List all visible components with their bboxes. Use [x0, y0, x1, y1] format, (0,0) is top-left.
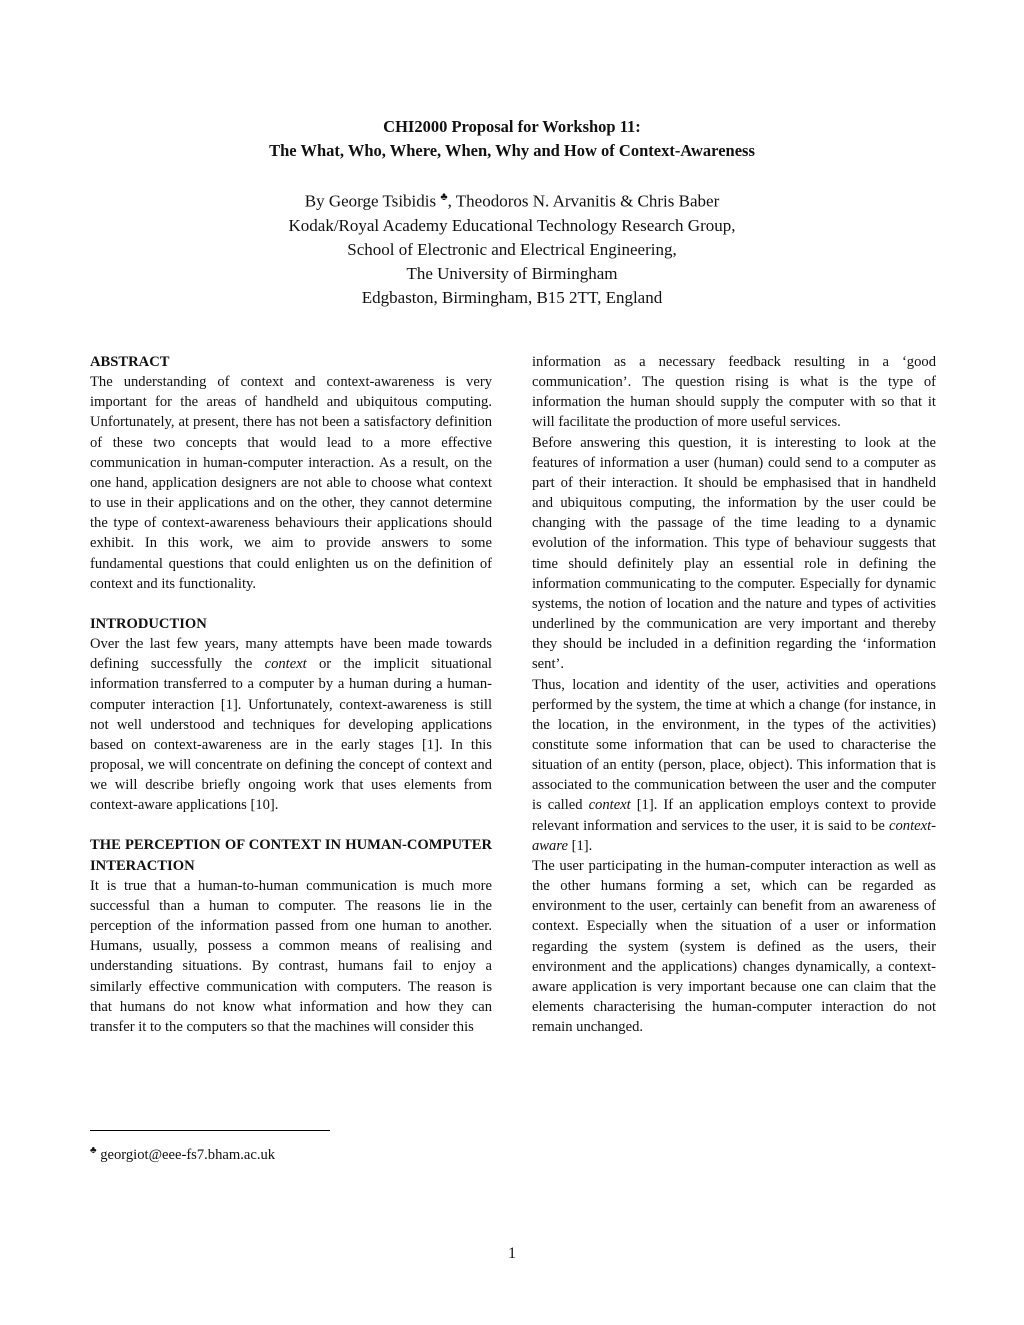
title-line-1: CHI2000 Proposal for Workshop 11: [383, 117, 641, 136]
affiliation-line-4: Edgbaston, Birmingham, B15 2TT, England [361, 287, 663, 307]
introduction-emphasis: context [264, 656, 307, 673]
perception-text: It is true that a human-to-human communication is much more successful than a human to computer. The reasons lie in the perception of the information passed from one human to another. Humans, usually, possess a common means of realising and understanding situations. By contrast, humans fail to enjoy a similarly effective communication with computers. The reason is that humans do not know what information and how they can transfer it to the computers so that the machines will consider this [90, 877, 492, 1035]
author-names-start: By George Tsibidis [304, 191, 441, 211]
page-number: 1 [508, 1245, 516, 1262]
abstract-text: The understanding of context and context-awareness is very important for the areas of handheld and ubiquitous computing. Unfortunately, at present, there has not been a satisfactory definition of these two concepts that would lead to a more effective communication in human-computer interaction. As a result, on the one hand, application designers are not able to choose what context to use in their applications and on the other, they cannot determine the type of context-awareness behaviours their applications should exhibit. In this work, we aim to provide answers to some fundamental questions that could enlighten us on the definition of context and its functionality. [90, 374, 492, 592]
introduction-text [90, 634, 492, 815]
right-paragraph-3-start: Thus, location and identity of the user, activities and operations performed by the system, the time at which a change (for instance, in the location, in the environment, in the types of the activities) constitute some information that can be used to characterise the situation of an entity (person, place, object). This information that is associated to the communication between the user and the computer is called [532, 676, 936, 814]
club-footnote-icon: ♣ [440, 191, 448, 203]
right-paragraph-3-middle: [1]. If an application employs context to provide relevant information and services to the user, it is said to be [532, 797, 936, 834]
author-block [0, 185, 1024, 310]
left-column [90, 352, 492, 1037]
introduction-text-end: or the implicit situational information transferred to a computer by a human during a human-computer interaction [1]. Unfortunately, context-awareness is still not well understood and techniques for developing applications based on context-awareness are in the early stages [1]. In this proposal, we will concentrate on defining the concept of context and we will describe briefly ongoing work that uses elements from context-aware applications [10]. [90, 656, 492, 814]
paper-title [0, 115, 1024, 163]
right-paragraph-3 [532, 675, 936, 856]
abstract-heading: ABSTRACT [90, 354, 170, 370]
footnote [90, 1141, 275, 1165]
context-emphasis: context [588, 797, 631, 814]
title-line-2: The What, Who, Where, When, Why and How of Context-Awareness [269, 141, 755, 160]
right-paragraph-3-end: [1]. [567, 837, 593, 854]
affiliation-line-1: Kodak/Royal Academy Educational Technology Research Group, [288, 215, 736, 235]
footnote-divider [90, 1130, 330, 1131]
right-paragraph-2: Before answering this question, it is interesting to look at the features of information a user (human) could send to a computer as part of their interaction. It should be emphasised that in handheld and ubiquitous computing, the information by the user could be changing with the passage of the time leading to a dynamic evolution of the information. This type of behaviour suggests that time should definitely play an essential role in defining the information communicating to the computer. Especially for dynamic systems, the notion of location and the nature and types of activities underlined by the communication are very important and thereby they should be included in a definition regarding the ‘information sent’. [532, 434, 936, 673]
club-footnote-icon: ♣ [90, 1145, 97, 1156]
author-line [0, 185, 1024, 214]
introduction-text-start: Over the last few years, many attempts have been made towards defining successfully the [90, 636, 492, 673]
right-column [532, 352, 936, 1037]
right-paragraph-4: The user participating in the human-computer interaction as well as the other humans forming a set, which can be regarded as environment to the user, certainly can benefit from an awareness of context. Especially when the situation of a user or information regarding the system (system is defined as the users, their environment and the applications) changes dynamically, a context-aware application is very important because one can claim that the elements characterising the human-computer interaction do not remain unchanged. [532, 857, 936, 1036]
affiliation-line-3: The University of Birmingham [406, 263, 618, 283]
perception-heading: THE PERCEPTION OF CONTEXT IN HUMAN-COMPUTER INTERACTION [90, 837, 492, 874]
introduction-heading: INTRODUCTION [90, 615, 207, 632]
right-paragraph-1: information as a necessary feedback resulting in a ‘good communication’. The question rising is what is the type of information the human should supply the computer with so that it will facilitate the production of more useful services. [532, 354, 936, 431]
paper-header [0, 115, 1024, 310]
footnote-email: georgiot@eee-fs7.bham.ac.uk [96, 1146, 276, 1163]
affiliation-line-2: School of Electronic and Electrical Engineering, [347, 239, 677, 259]
context-aware-emphasis: context-aware [532, 817, 936, 854]
author-names-end: , Theodoros N. Arvanitis & Chris Baber [447, 191, 720, 211]
